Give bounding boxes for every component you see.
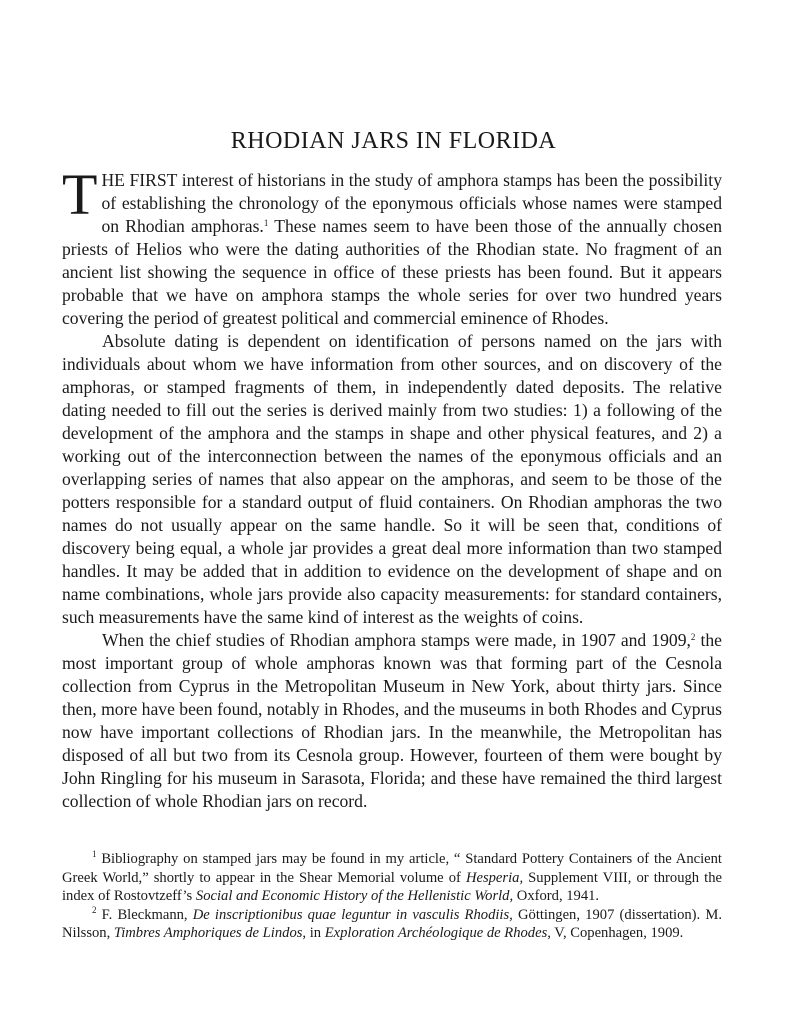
paragraph-3-text-a: When the chief studies of Rhodian amphora stamps were made, in 1907 and 1909, (102, 630, 691, 650)
footnote-2-text-2: Göttingen, 1907 (dissertation). M. Nilsson, (62, 906, 722, 942)
footnote-1-italic-2: Social and Economic History of the Hellenistic World, (195, 888, 514, 905)
footnote-1-text-3: Oxford, 1941. (513, 888, 600, 905)
footnote-2-italic-1: De inscriptionibus quae leguntur in vasculis Rhodiis, (192, 906, 513, 923)
article-title: RHODIAN JARS IN FLORIDA (230, 128, 557, 154)
footnote-1-italic-1: Hesperia, (465, 869, 524, 886)
drop-cap: T (62, 162, 98, 227)
footnote-2-text-1: F. Bleckmann, (96, 906, 193, 923)
paragraph-3 (62, 629, 722, 813)
footnote-2-text-3: in (306, 925, 325, 942)
footnote-1 (62, 850, 722, 906)
footnote-ref-1: 1 (263, 218, 269, 228)
article-body (62, 162, 722, 813)
footnote-2-number: 2 (92, 904, 97, 915)
paragraph-2: Absolute dating is dependent on identification of persons named on the jars with individuals about whom we have information from other sources, and on discovery of the amphoras, or stamped fragments of them, in independently dated deposits. The relative dating needed to fill out the series is derived mainly from two studies: 1) a following of the development of the amphora and the stamps in shape and other physical features, and 2) a working out of the interconnection between the names of the eponymous officials and an overlapping series of names that also appear on the amphoras, and seem to be those of the potters responsible for a standard output of fluid containers. On Rhodian amphoras the two names do not usually appear on the same handle. So it will be seen that, conditions of discovery being equal, a whole jar provides a great deal more information than two stamped handles. It may be added that in addition to evidence on the development of shape and on name combinations, whole jars provide also capacity measurements: for standard containers, such measurements have the same kind of interest as the weights of coins. (62, 331, 722, 627)
paragraph-1-text-b: These names seem to have been those of the annually chosen priests of Helios who were the dating authorities of the Rhodian state. No fragment of an ancient list showing the sequence in office of these priests has been found. But it appears probable that we have on amphora stamps the whole series for over two hundred years covering the period of greatest political and commercial eminence of Rhodes. (62, 216, 722, 328)
footnote-1-text-2: Supplement VIII, or through the index of Rostovtzeff’s (62, 869, 722, 905)
footnote-1-text-1: Bibliography on stamped jars may be found in my article, “ Standard Pottery Containers of the Ancient Greek World,” shortly to appear in the Shear Memorial volume of (62, 851, 722, 886)
footnote-2-italic-2: Timbres Amphoriques de Lindos, (113, 925, 307, 942)
footnote-2 (62, 906, 722, 943)
footnote-ref-2: 2 (690, 632, 696, 642)
paragraph-1-text-a: HE FIRST interest of historians in the study of amphora stamps has been the possibility of establishing the chronology of the eponymous officials whose names were stamped on Rhodian amphoras. (101, 170, 722, 236)
paragraph-3-text-b: the most important group of whole amphoras known was that forming part of the Cesnola collection from Cyprus in the Metropolitan Museum in New York, about thirty jars. Since then, more have been found, notably in Rhodes, and the museums in both Rhodes and Cyprus now have important collections of Rhodian jars. In the meanwhile, the Metropolitan has disposed of all but two from its Cesnola group. However, fourteen of them were bought by John Ringling for his museum in Sarasota, Florida; and these have remained the third largest collection of whole Rhodian jars on record. (62, 630, 722, 811)
footnote-1-number: 1 (92, 849, 97, 859)
footnotes (62, 850, 722, 943)
footnote-2-italic-3: Exploration Archéologique de Rhodes, (324, 925, 551, 942)
paragraph-1 (62, 162, 722, 330)
footnote-2-text-4: V, Copenhagen, 1909. (550, 925, 684, 942)
